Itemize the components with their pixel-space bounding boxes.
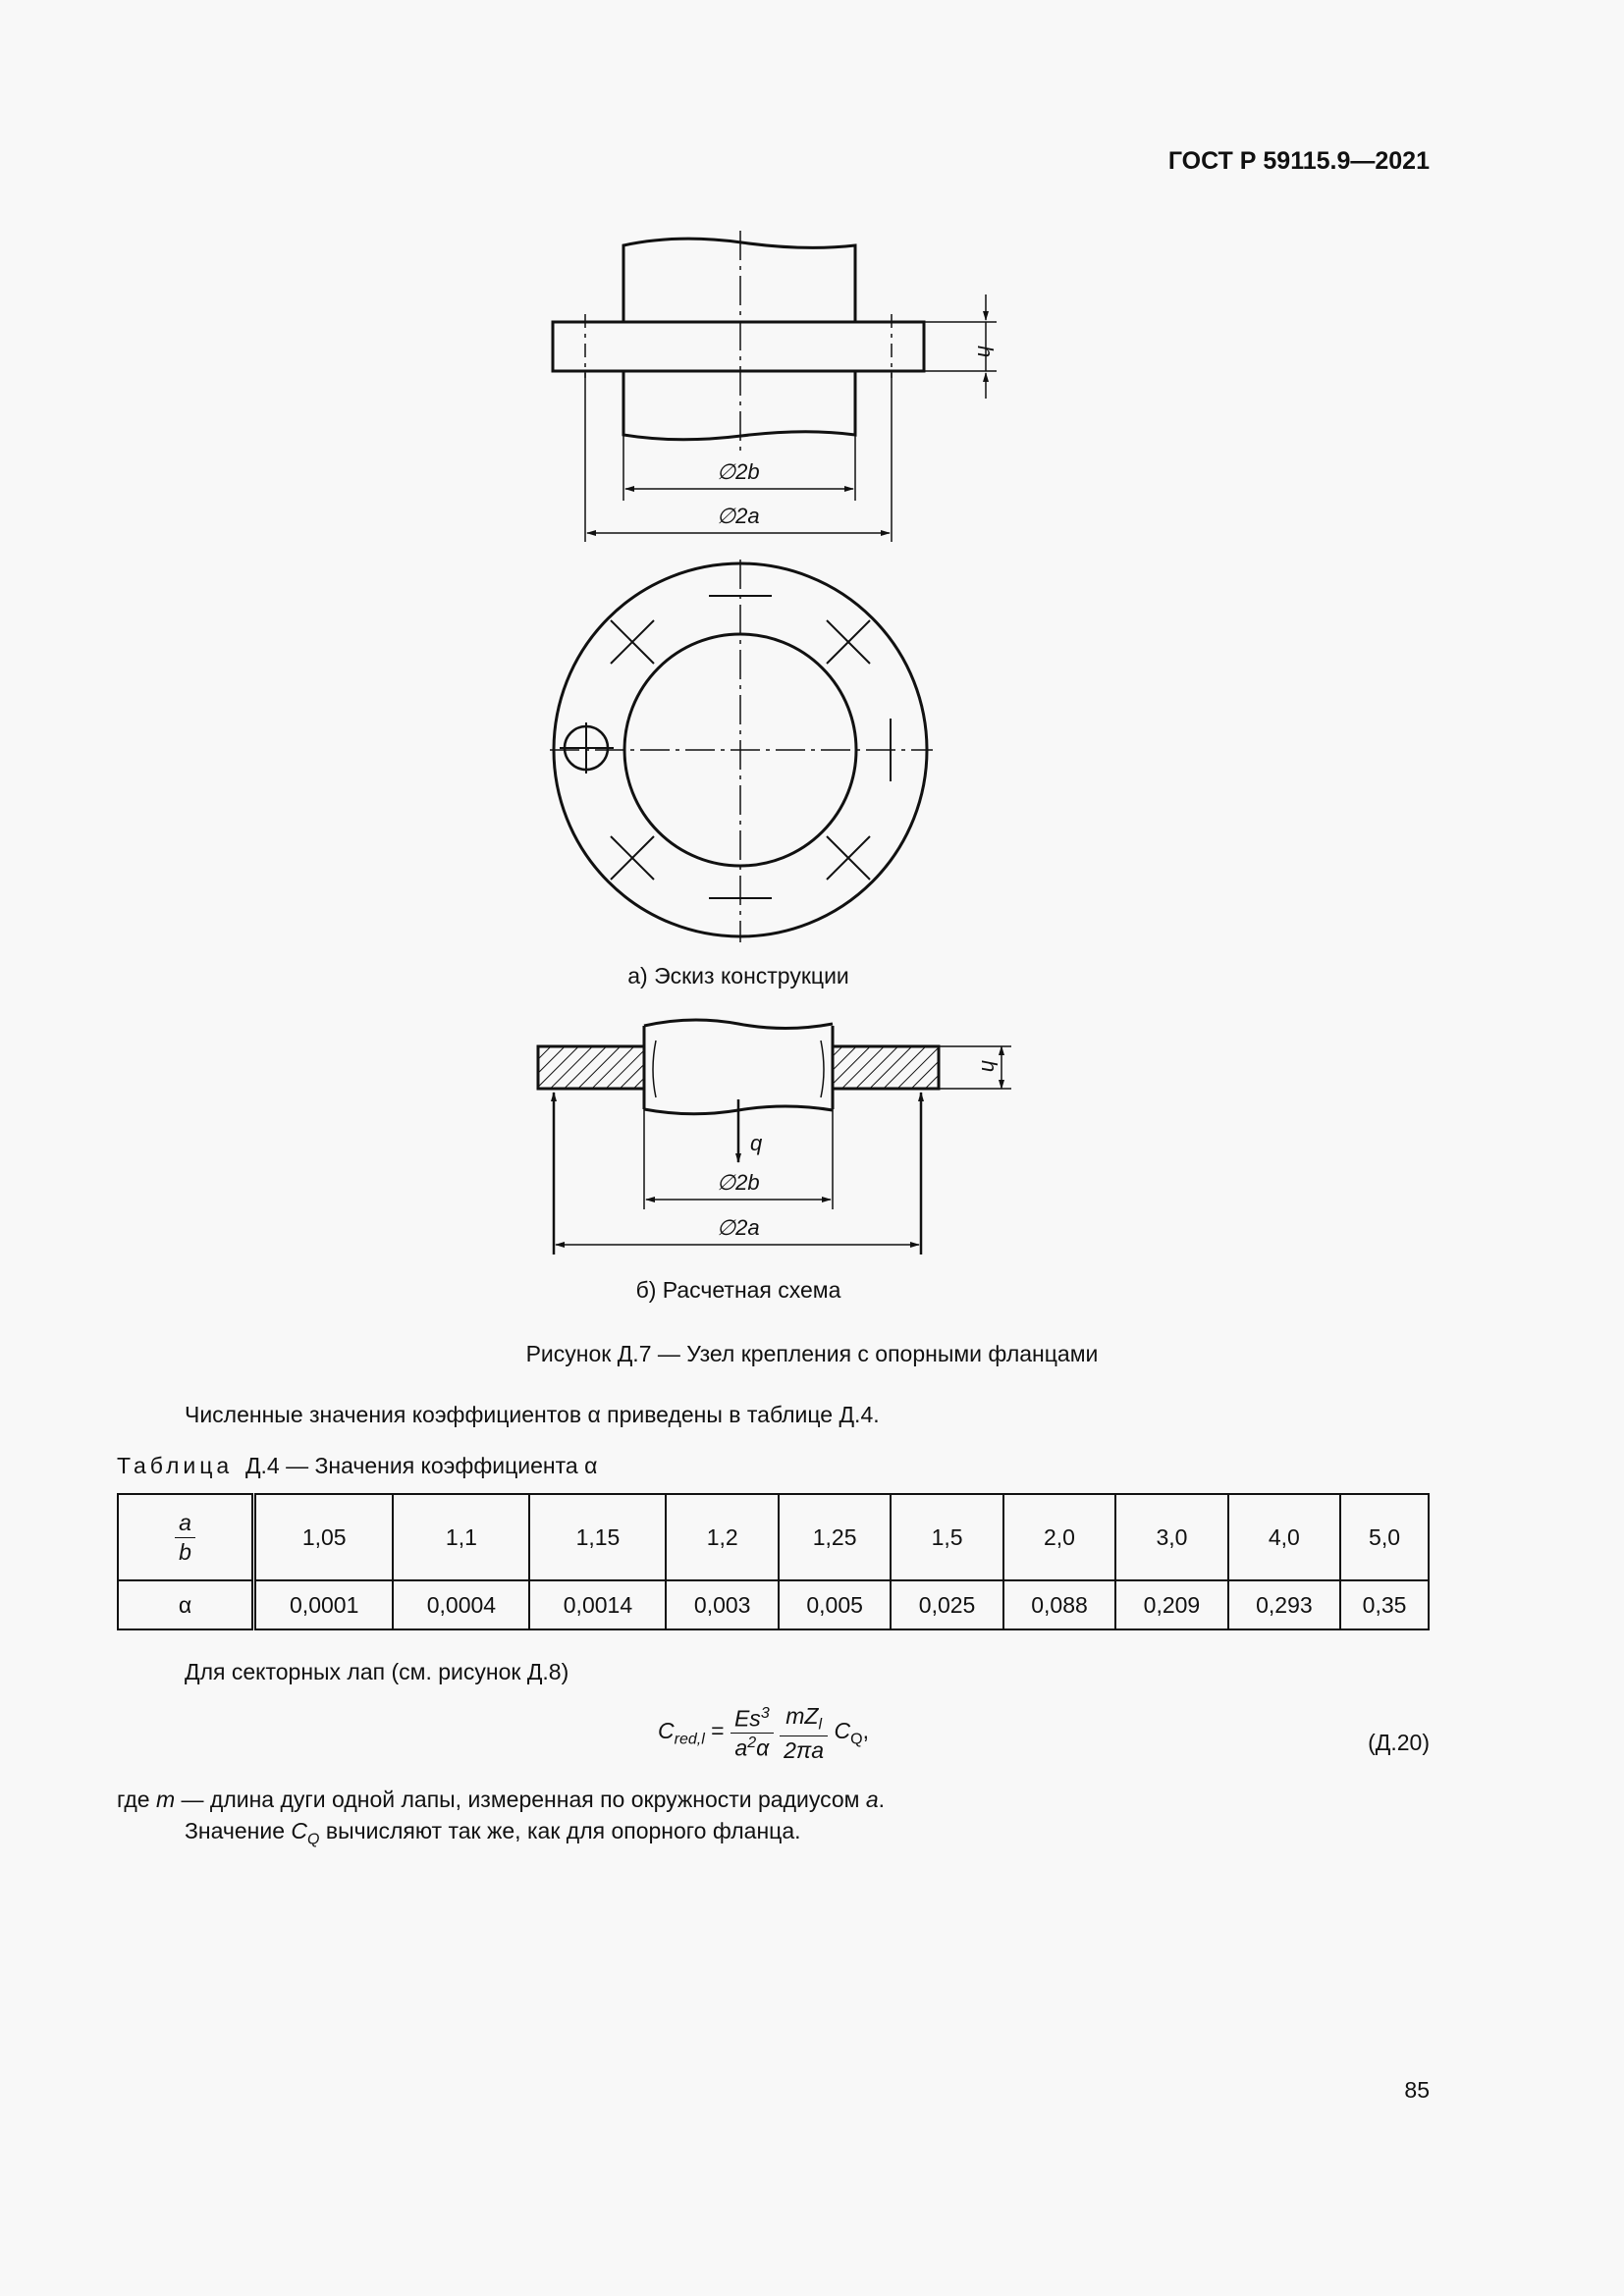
table-cell: 1,15 (529, 1494, 666, 1580)
dim-2a-label-b: ∅2a (717, 1215, 760, 1240)
table-cell: 0,003 (666, 1580, 778, 1629)
alpha-table (117, 1493, 1430, 1630)
dim-2b-label-b: ∅2b (717, 1170, 760, 1195)
subfigure-a-caption: а) Эскиз конструкции (627, 963, 849, 988)
table-cell: 0,0004 (393, 1580, 529, 1629)
table-cell: 0,209 (1115, 1580, 1227, 1629)
table-row (118, 1580, 1429, 1629)
paragraph-alpha-reference: Численные значения коэффициентов α приведены в таблице Д.4. (185, 1402, 880, 1427)
formula-fraction-2: $\frac{mZ_l}{2\pi a}$ (780, 1703, 828, 1764)
table-title-rest: Д.4 — Значения коэффициента α (244, 1453, 598, 1478)
table-row (118, 1494, 1429, 1580)
table-title-word: Таблица (117, 1453, 234, 1478)
formula-d20 (658, 1703, 869, 1764)
dim-h-label-b: h (977, 1060, 1001, 1073)
dim-2a-label-a: ∅2a (717, 504, 760, 528)
fraction-numerator: a (175, 1510, 195, 1538)
table-cell: 3,0 (1115, 1494, 1227, 1580)
table-title (117, 1453, 597, 1479)
alpha-header-cell: α (118, 1580, 254, 1629)
table-cell: 5,0 (1340, 1494, 1429, 1580)
ratio-fraction (175, 1510, 195, 1566)
table-cell: 4,0 (1228, 1494, 1340, 1580)
dim-h-label-a: h (973, 346, 998, 358)
table-cell: 2,0 (1003, 1494, 1115, 1580)
table-cell: 0,293 (1228, 1580, 1340, 1629)
table-cell: 1,1 (393, 1494, 529, 1580)
formula-fraction-1: $\frac{Es^3}{a^2\alpha}$ (731, 1705, 774, 1762)
table-cell: 0,025 (891, 1580, 1002, 1629)
paragraph-where: где m — длина дуги одной лапы, измеренная по окружности радиусом a. (117, 1787, 886, 1812)
formula-lhs: $C_{red,l}$ = (658, 1718, 731, 1748)
sketch-top-view (550, 560, 933, 942)
figure-caption: Рисунок Д.7 — Узел крепления с опорными фланцами (525, 1341, 1099, 1366)
paragraph-cq-value: Значение $C_Q$ вычисляют так же, как для опорного фланца. (185, 1818, 801, 1848)
load-q-label: q (750, 1131, 763, 1155)
table-cell: 0,0001 (254, 1580, 394, 1629)
page-number: 85 (1404, 2077, 1430, 2103)
table-cell: 0,088 (1003, 1580, 1115, 1629)
table-cell: 0,35 (1340, 1580, 1429, 1629)
fraction-denominator: b (179, 1538, 191, 1565)
table-cell: 1,05 (254, 1494, 394, 1580)
table-cell: 1,5 (891, 1494, 1002, 1580)
calc-scheme (538, 1020, 1011, 1255)
table-cell: 1,2 (666, 1494, 778, 1580)
table-cell: 0,005 (779, 1580, 891, 1629)
standard-number: ГОСТ Р 59115.9—2021 (1167, 147, 1430, 175)
subfigure-b-caption: б) Расчетная схема (635, 1277, 841, 1303)
paragraph-sector-legs: Для секторных лап (см. рисунок Д.8) (185, 1659, 569, 1684)
sketch-side-view (553, 231, 997, 542)
ratio-header-cell (118, 1494, 254, 1580)
equation-number: (Д.20) (1368, 1730, 1430, 1755)
dim-2b-label-a: ∅2b (717, 459, 760, 484)
table-cell: 1,25 (779, 1494, 891, 1580)
table-cell: 0,0014 (529, 1580, 666, 1629)
formula-tail: $C_Q$, (834, 1718, 869, 1748)
